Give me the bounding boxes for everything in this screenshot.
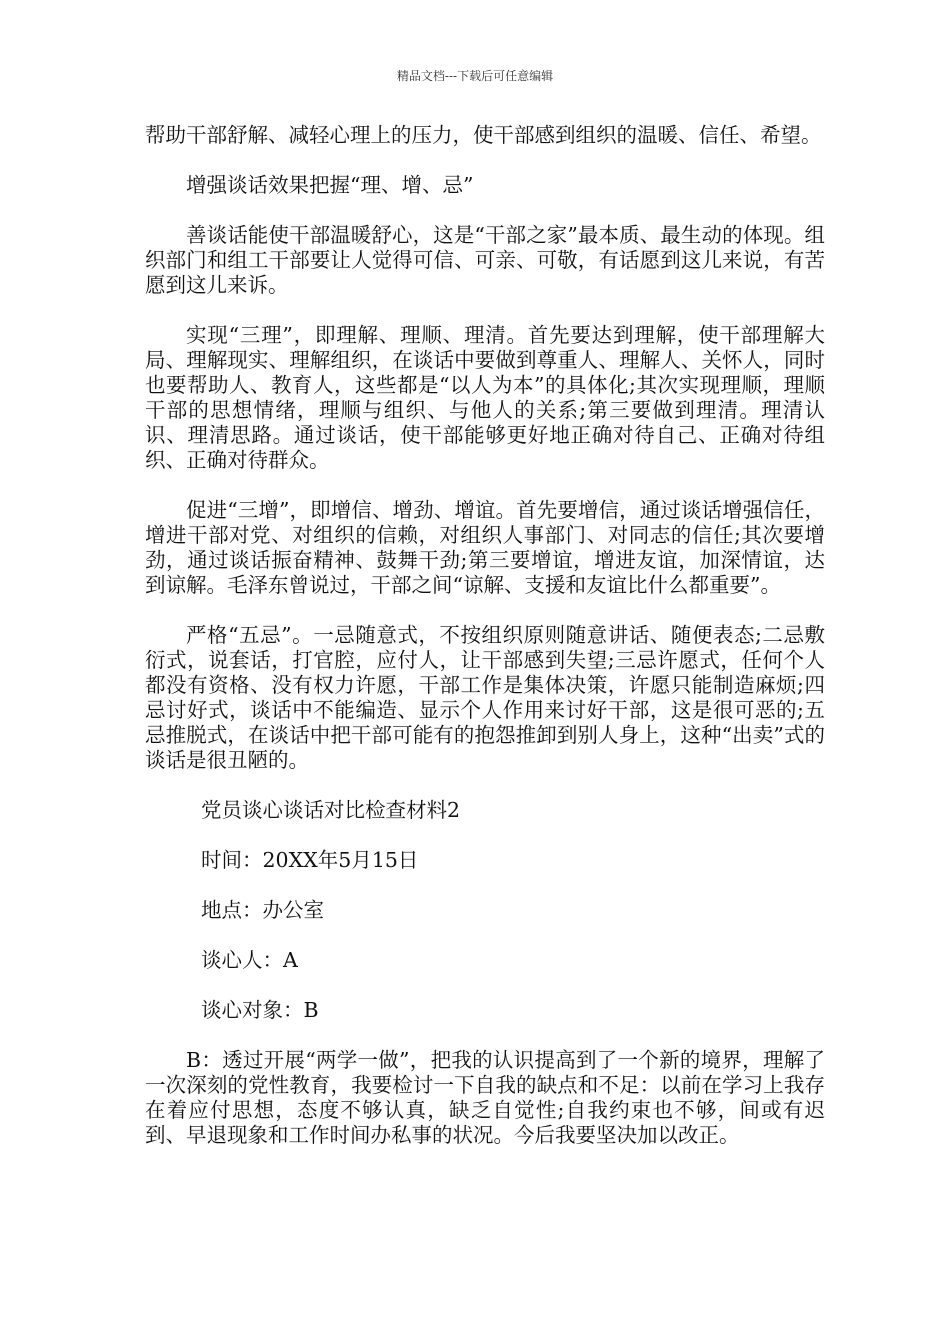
talker: 谈心人：A xyxy=(201,948,298,972)
paragraph: 善谈话能使干部温暖舒心，这是“干部之家”最本质、最生动的体现。组织部门和组工干部要让人觉得可信、可亲、可敬，有话愿到这儿来说，有苦愿到这儿来诉。 xyxy=(145,223,825,297)
paragraph: 促进“三增”，即增信、增劲、增谊。首先要增信，通过谈话增强信任，增进干部对党、对组织的信赖，对组织人事部门、对同志的信任;其次要增劲，通过谈话振奋精神、鼓舞干劲;第三要增谊，增进友谊，加深情谊，达到谅解。毛泽东曾说过，干部之间“谅解、支援和友谊比什么都重要”。 xyxy=(145,498,825,597)
meeting-location: 地点：办公室 xyxy=(201,898,324,922)
page-header: 精品文档---下载后可任意编辑 xyxy=(396,69,554,83)
material-title: 党员谈心谈话对比检查材料2 xyxy=(201,798,461,822)
paragraph: B：透过开展“两学一做”，把我的认识提高到了一个新的境界，理解了一次深刻的党性教育，我要检讨一下自我的缺点和不足：以前在学习上我存在着应付思想，态度不够认真，缺乏自觉性;自我约束也不够，间或有迟到、早退现象和工作时间办私事的状况。今后我要坚决加以改正。 xyxy=(145,1048,825,1147)
document-body xyxy=(145,123,825,1173)
meeting-time: 时间：20XX年5月15日 xyxy=(201,848,419,872)
paragraph: 严格“五忌”。一忌随意式，不按组织原则随意讲话、随便表态;二忌敷衍式，说套话，打官腔，应付人，让干部感到失望;三忌许愿式，任何个人都没有资格、没有权力许愿，干部工作是集体决策，许愿只能制造麻烦;四忌讨好式，谈话中不能编造、显示个人作用来讨好干部，这是很可恶的;五忌推脱式，在谈话中把干部可能有的抱怨推卸到别人身上，这种“出卖”式的谈话是很丑陋的。 xyxy=(145,623,825,772)
section-heading: 增强谈话效果把握“理、增、忌” xyxy=(186,173,474,197)
paragraph-continuation: 帮助干部舒解、减轻心理上的压力，使干部感到组织的温暖、信任、希望。 xyxy=(145,123,822,147)
paragraph: 实现“三理”，即理解、理顺、理清。首先要达到理解，使干部理解大局、理解现实、理解组织，在谈话中要做到尊重人、理解人、关怀人，同时也要帮助人、教育人，这些都是“以人为本”的具体化;其次实现理顺，理顺干部的思想情绪，理顺与组织、与他人的关系;第三要做到理清。理清认识、理清思路。通过谈话，使干部能够更好地正确对待自己、正确对待组织、正确对待群众。 xyxy=(145,323,825,472)
talk-target: 谈心对象：B xyxy=(201,998,319,1022)
